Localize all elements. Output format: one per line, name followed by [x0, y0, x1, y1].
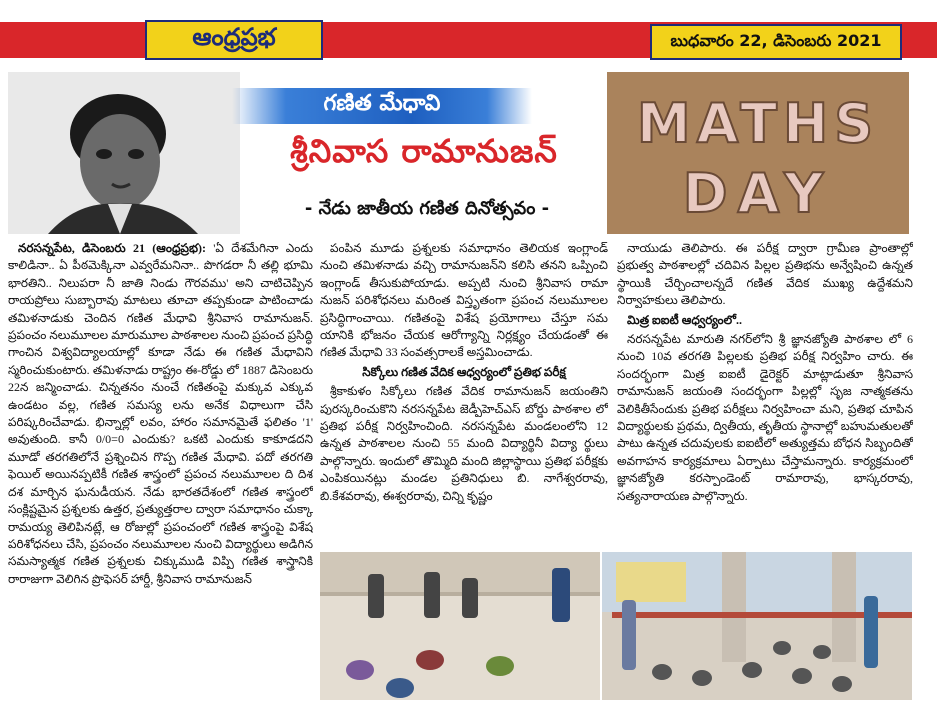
exam-hall-illustration: [320, 552, 600, 700]
article-column-2: [320, 240, 608, 545]
headline-block: [232, 80, 604, 230]
edition-date: బుధవారం 22, డిసెంబరు 2021: [650, 24, 902, 60]
article-column-1: [8, 240, 313, 700]
article-paragraph: పంపిన మూడు ప్రశ్నలకు సమాధానం తెలియక ఇంగ్లాండ్ నుంచి తమిళనాడు వచ్చి రామానుజన్‌ని కలిసి తనని ఒప్పించి ఇంగ్లాండ్ తీసుకుపోయాడు. అప్పటి నుంచి శ్రీనివాస రామా నుజన్ పరిశోధనలు మరింత విస్తృతంగా ప్రపంచ నలుమూలల ప్రసిద్ధిగాంచాయి. గణితంపై విశేష ప్రయోగాలు చేస్తూ సమ యానికి భోజనం చేయక ఆరోగ్యాన్ని నిర్లక్ష్యం చేయడంతో ఈ గణిత మేధావి 33 సంవత్సరాలకే అస్తమించాడు.: [320, 241, 608, 360]
article-paragraph: [8, 240, 313, 588]
section-subhead: మిత్ర ఐఐటీ ఆధ్వర్యంలో..: [627, 312, 742, 327]
maths-text: MATHS: [636, 92, 880, 155]
article-paragraph: నరసన్నపేట మారుతి నగర్‌లోని శ్రీ జ్ఞానజ్యోతి పాఠశాల లో 6 నుంచి 10వ తరగతి పిల్లలకు ప్రతిభ పరీక్ష నిర్వహిం చారు. ఈ సందర్భంగా మిత్ర ఐఐటీ డైరెక్టర్ మాట్లాడుతూ శ్రీనివాస రామానుజన్ జయంతి సందర్భంగా పిల్లల్లో సృజ నాత్మకతను వెలికితీసేందుకు ప్రతిభ పరీక్షలు నిర్వహించా మని, ప్రతిభ చూపిన విద్యార్థులకు ప్రథమ, ద్వితీయ, తృతీయ స్థానాల్లో బహుమతులతో పాటు ఉన్నత చదువులకు ఐఐటీలో అత్యుత్తమ బోధన సిబ్బందితో అవగాహన కార్యక్రమాలు ఏర్పాటు చేస్తామన్నారు. కార్యక్రమంలో జ్ఞానజ్యోతి కరస్పాండెంట్ రామారావు, భాస్కరరావు, సత్యనారాయణ పాల్గొన్నారు.: [617, 332, 913, 503]
newspaper-logo: ఆంధ్రప్రభ: [145, 20, 323, 60]
headline-kicker: గణిత మేధావి: [232, 88, 532, 124]
ramanujan-portrait-photo: [8, 72, 240, 234]
day-text: DAY: [682, 162, 834, 225]
classroom-illustration: [602, 552, 912, 700]
masthead: [0, 0, 937, 64]
article-paragraph: శ్రీకాకుళం సిక్కోలు గణిత వేదిక రామానుజన్ జయంతిని పురస్కరించుకొని నరసన్నపేట జెడ్పీహెచ్ఎస్ బోర్డు పాఠశాల లో ప్రతిభ పరీక్ష నిర్వహించింది. నరసన్నపేట మండలంలోని 12 ఉన్నత పాఠశాలల నుంచి 55 మంది విద్యార్థినీ విద్యా ర్థులు పాల్గొన్నారు. ఇందులో తొమ్మిది మంది జిల్లాస్థాయి ప్రతిభ పరీక్షకు ఎంపికయినట్లు మండల ప్రతినిధులు బి. నాగేశ్వరరావు, బి.కేశవరావు, ఈశ్వరరావు, చిన్ని కృష్ణం: [320, 384, 608, 503]
article-text: 'ఏ దేశమేగినా ఎందు కాలిడినా.. ఏ పీఠమెక్కినా ఎవ్వరేమనినా.. పొగడరా నీ తల్లి భూమి భారతిని.. నిలుపరా నీ జాతి నిండు గౌరవము' అని చాటిచెప్పిన రాయప్రోలు సుబ్బారావు మాటలు తూచా తప్పకుండా పాటించాడు తమిళనాడుకు చెందిన గణిత మేధావి శ్రీనివాస రామానుజన్. ప్రపంచం నలుమూలల మారుమూల పాఠశాలల నుంచి ప్రపంచ ప్రసిద్ధి గాంచిన విశ్వవిద్యాలయాల్లో కూడా నేడు ఈ గణిత మేధావిని స్మరించుకుంటారు. తమిళనాడు రాష్ట్రం ఈ-రోడ్డు లో 1887 డిసెంబరు 22న జన్మించాడు. చిన్నతనం నుంచే గణితంపై మక్కువ ఎక్కువ ఉండటం వల్ల, గణిత సమస్య లను అనేక విధాలుగా చేసి పరిష్కరించేవాడు. భిన్నాల్లో లవం, హారం సమానమైతే ఫలితం '1' అవుతుంది. కానీ 0/0=0 ఎందుకు? ఒకటి ఎందుకు కాకూడదని మూడో తరగతిలోనే ప్రశ్నించిన గొప్ప గణిత మేధావి. పదో తరగతి ఫెయిల్ అయినప్పటికీ గణిత శాస్త్రంలో ప్రపంచ నలుమూలల ది దిశ దశ మార్చిన ఘనుడీయన. నేడు భారతదేశంలో గణిత శాస్త్రంలో సంక్లిష్టమైన ప్రశ్నలకు ఉత్తర, ప్రత్యుత్తరాల ద్వారా సమాధానం చుక్కా రామయ్య తెలిపినట్లే, ఆ రోజుల్లో ప్రపంచంలో గణిత శాస్త్రంపై విశేష పరిశోధనలు చేసి, ప్రపంచం నలుమూలల నుంచి విద్యార్థులు అడిగిన సమస్యాత్మక గణిత ప్రశ్నలకు చిక్కుముడి విప్పి గణిత శాస్త్రానికి రారాజుగా వెలిగిన ప్రొఫెసర్ హార్డీ, శ్రీనివాస రామానుజన్: [8, 241, 313, 586]
classroom-photo: [602, 552, 912, 700]
dateline: నరసన్నపేట, డిసెంబరు 21 (ఆంధ్రప్రభ):: [18, 241, 206, 255]
exam-hall-photo: [320, 552, 600, 700]
maths-day-illustration: [607, 72, 909, 234]
maths-day-photo: [607, 72, 909, 234]
section-subhead: సిక్కోలు గణిత వేదిక ఆధ్వర్యంలో ప్రతిభ పరీక్ష: [362, 364, 566, 379]
article-paragraph: నాయుడు తెలిపారు. ఈ పరీక్ష ద్వారా గ్రామీణ ప్రాంతాల్లో ప్రభుత్వ పాఠశాలల్లో చదివిన పిల్లల ప్రతిభను అన్వేషించి ఉన్నత స్థాయికి చేర్చించాలన్నదే గణిత వేదిక ముఖ్య ఉద్దేశమని నిర్వాహకులు తెలిపారు.: [617, 241, 913, 308]
headline-subtitle: - నేడు జాతీయ గణిత దినోత్సవం -: [304, 198, 550, 219]
portrait-illustration: [8, 72, 240, 234]
headline-title: శ్రీనివాస రామానుజన్: [290, 132, 558, 170]
article-column-3: [617, 240, 913, 545]
